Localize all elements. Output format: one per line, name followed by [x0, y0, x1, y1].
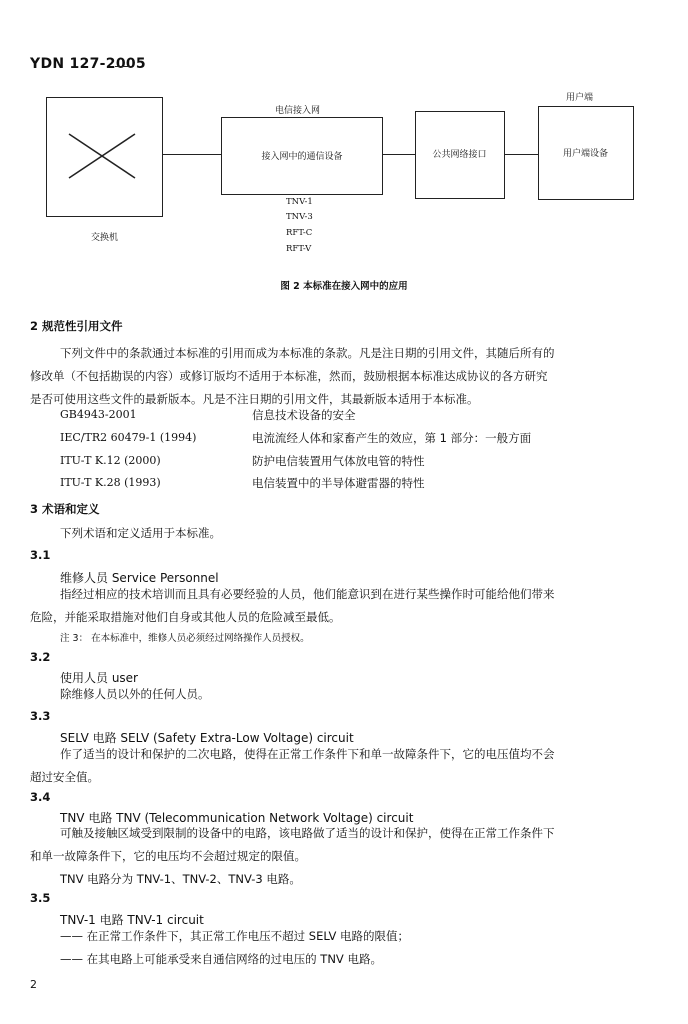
paragraph-line: 超过安全值。 [30, 770, 99, 784]
list-item: —— 在正常工作条件下，其正常工作电压不超过 SELV 电路的限值； [60, 929, 410, 943]
signal-label-tnv1: TNV-1 [286, 197, 313, 207]
reference-title: 电信装置中的半导体避雷器的特性 [252, 476, 425, 490]
term-definition [30, 583, 658, 629]
reference-code: ITU-T K.12 (2000) [60, 454, 161, 467]
paragraph-line: TNV 电路分为 TNV-1、TNV-2、TNV-3 电路。 [60, 872, 301, 886]
user-device-label: 用户端设备 [562, 149, 608, 159]
section-2-paragraph [30, 342, 658, 411]
signal-label-tnv3: TNV-3 [286, 212, 313, 222]
paragraph-line: 指经过相应的技术培训而且具有必要经验的人员，他们能意识到在进行某些操作时可能给他们带来 [60, 587, 555, 601]
term-heading: 使用人员 user [60, 671, 138, 685]
paragraph-line: 修改单（不包括勘误的内容）或修订版均不适用于本标准，然而，鼓励根据本标准达成协议的各方研究 [30, 369, 548, 383]
standard-number: YDN 127-2005 [30, 56, 146, 72]
paragraph-line: 是否可使用这些文件的最新版本。凡是不注日期的引用文件，其最新版本适用于本标准。 [30, 392, 479, 406]
connector-line-1 [163, 154, 221, 155]
term-definition [30, 822, 658, 891]
access-network-label: 电信接入网 [275, 106, 321, 116]
term-definition [60, 925, 658, 971]
signal-label-rftc: RFT-C [286, 228, 313, 238]
section-3-heading: 3 术语和定义 [30, 502, 100, 516]
exchange-box [46, 97, 163, 217]
clause-number: 3.4 [30, 790, 51, 804]
access-device-label: 接入网中的通信设备 [261, 152, 343, 162]
access-device-box [221, 117, 383, 195]
user-side-label: 用户端 [566, 93, 594, 103]
clause-number: 3.1 [30, 548, 51, 562]
section-2-heading: 2 规范性引用文件 [30, 319, 123, 333]
paragraph-line: 可触及接触区域受到限制的设备中的电路，该电路做了适当的设计和保护，使得在正常工作条件下 [60, 826, 555, 840]
paragraph-line: 危险，并能采取措施对他们自身或其他人员的危险减至最低。 [30, 610, 341, 624]
term-heading: 维修人员 Service Personnel [60, 571, 219, 585]
reference-code: ITU-T K.28 (1993) [60, 476, 161, 489]
clause-number: 3.5 [30, 891, 51, 905]
cross-switch-icon [47, 98, 161, 215]
term-heading: TNV 电路 TNV (Telecommunication Network Voltage) circuit [60, 811, 414, 825]
term-definition: 除维修人员以外的任何人员。 [60, 687, 210, 701]
reference-title: 电流流经人体和家畜产生的效应，第 1 部分：一般方面 [252, 431, 532, 445]
page-number: 2 [30, 978, 37, 991]
paragraph-line: 下列文件中的条款通过本标准的引用而成为本标准的条款。凡是注日期的引用文件，其随后所有的 [60, 346, 555, 360]
public-interface-box [415, 111, 505, 199]
reference-code: IEC/TR2 60479-1 (1994) [60, 431, 197, 444]
note-3: 注 3： 在本标准中，维修人员必须经过网络操作人员授权。 [60, 633, 310, 644]
signal-label-rftv: RFT-V [286, 244, 312, 254]
connector-line-3 [505, 154, 538, 155]
reference-title: 防护电信装置用气体放电管的特性 [252, 454, 425, 468]
list-item: —— 在其电路上可能承受来自通信网络的过电压的 TNV 电路。 [60, 952, 382, 966]
clause-number: 3.3 [30, 709, 51, 723]
clause-number: 3.2 [30, 650, 51, 664]
reference-title: 信息技术设备的安全 [252, 408, 356, 422]
term-heading: SELV 电路 SELV (Safety Extra-Low Voltage) circuit [60, 731, 354, 745]
exchange-label: 交换机 [91, 233, 119, 243]
reference-code: GB4943-2001 [60, 408, 137, 421]
term-definition [30, 743, 658, 789]
section-3-intro: 下列术语和定义适用于本标准。 [60, 526, 221, 540]
connector-line-2 [383, 154, 415, 155]
term-heading: TNV-1 电路 TNV-1 circuit [60, 913, 204, 927]
paragraph-line: 和单一故障条件下，它的电压均不会超过规定的限值。 [30, 849, 306, 863]
figure-caption: 图 2 本标准在接入网中的应用 [280, 281, 408, 292]
header-rule [115, 66, 131, 67]
user-device-box [538, 106, 634, 200]
paragraph-line: 作了适当的设计和保护的二次电路，使得在正常工作条件下和单一故障条件下，它的电压值均不会 [60, 747, 555, 761]
public-interface-label: 公共网络接口 [432, 150, 487, 160]
